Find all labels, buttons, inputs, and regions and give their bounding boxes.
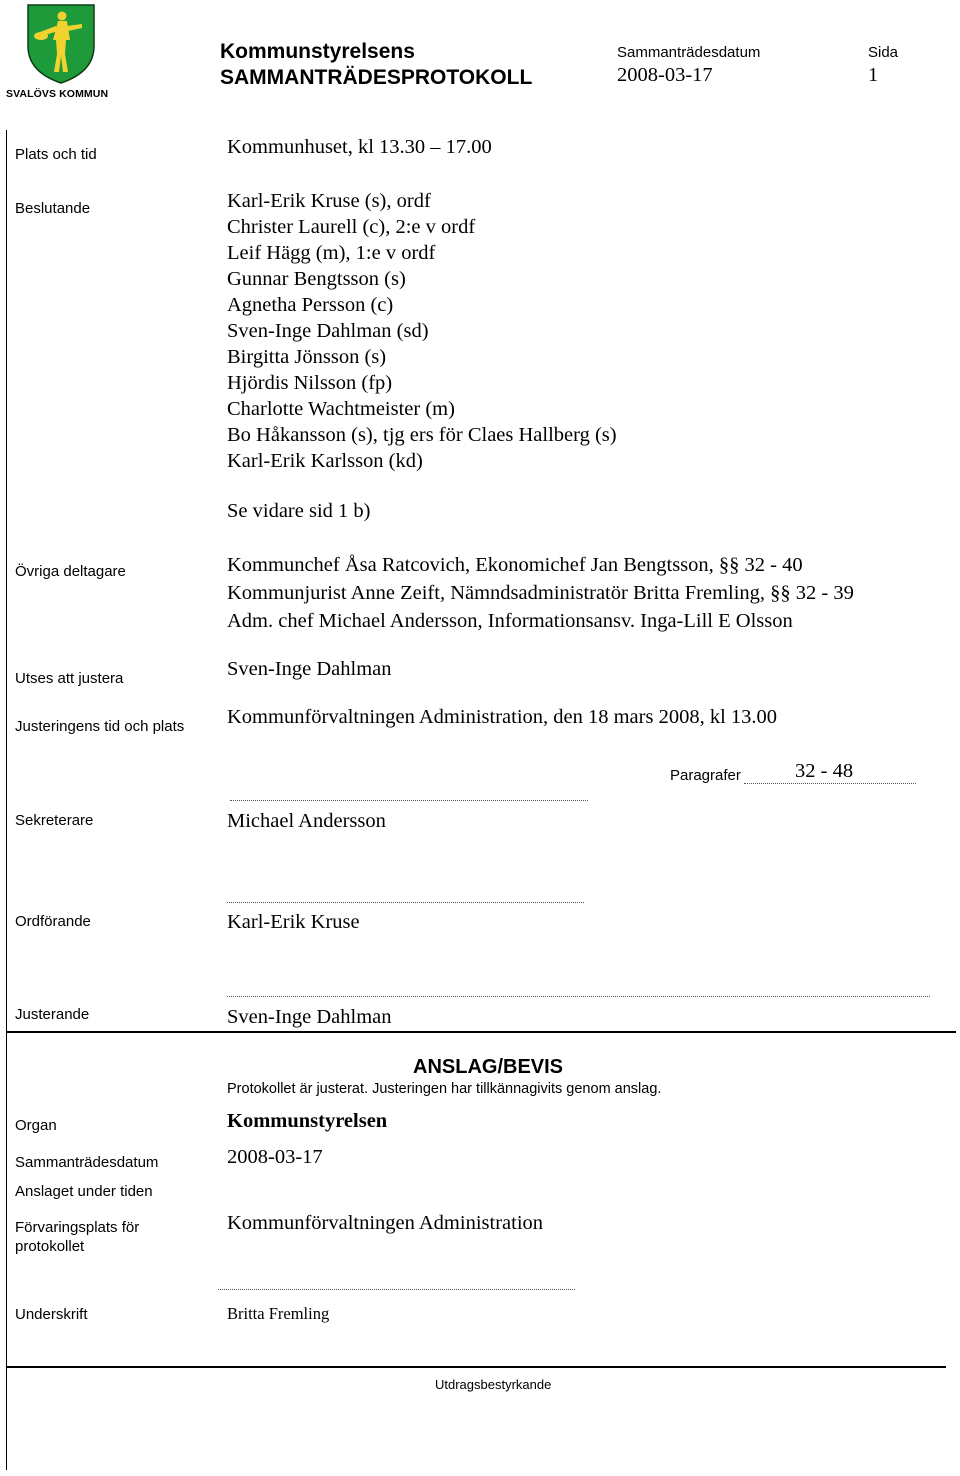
coat-of-arms-icon (6, 2, 114, 86)
document-title-line1: Kommunstyrelsens (220, 40, 415, 63)
list-item: Agnetha Persson (c) (227, 294, 394, 316)
place-value: Kommunhuset, kl 13.30 – 17.00 (227, 136, 492, 158)
notice-title: ANSLAG/BEVIS (413, 1056, 564, 1078)
decision-makers-list (227, 188, 617, 474)
signature-label: Underskrift (15, 1306, 88, 1323)
organ-value: Kommunstyrelsen (227, 1110, 388, 1132)
extract-label: Utdragsbestyrkande (435, 1377, 552, 1392)
list-item: Kommunchef Åsa Ratcovich, Ekonomichef Jan Bengtsson, §§ 32 - 40 (227, 554, 803, 576)
adjust-time-value: Kommunförvaltningen Administration, den 18 mars 2008, kl 13.00 (227, 706, 778, 728)
header-page-label: Sida (868, 44, 899, 61)
secretary-name: Michael Andersson (227, 810, 386, 832)
place-label: Plats och tid (15, 146, 97, 163)
adjuster-value: Sven-Inge Dahlman (227, 658, 392, 680)
storage-value: Kommunförvaltningen Administration (227, 1212, 544, 1234)
header-date-value: 2008-03-17 (617, 64, 713, 86)
list-item: Charlotte Wachtmeister (m) (227, 398, 455, 420)
header-date-label: Sammanträdesdatum (617, 44, 761, 61)
chair-signature-line (227, 902, 584, 903)
others-label: Övriga deltagare (15, 563, 126, 580)
period-label: Anslaget under tiden (15, 1183, 153, 1200)
notice-text: Protokollet är justerat. Justeringen har tillkännagivits genom anslag. (227, 1081, 662, 1097)
secretary-label: Sekreterare (15, 812, 94, 829)
left-border (6, 130, 7, 1470)
notice-signature-line (218, 1289, 575, 1290)
document-title-line2: SAMMANTRÄDESPROTOKOLL (220, 66, 533, 89)
signature-name: Britta Fremling (227, 1304, 330, 1323)
other-participants-list (227, 551, 854, 635)
adjuster-label: Utses att justera (15, 670, 124, 687)
section-divider (6, 1031, 956, 1033)
organ-label: Organ (15, 1117, 57, 1134)
notice-date-value: 2008-03-17 (227, 1146, 323, 1168)
chair-label: Ordförande (15, 913, 91, 930)
paragraphs-label: Paragrafer (670, 767, 741, 784)
footer-divider (6, 1366, 946, 1368)
paragraphs-value: 32 - 48 (795, 760, 854, 782)
list-item: Leif Hägg (m), 1:e v ordf (227, 242, 436, 264)
storage-label-1: Förvaringsplats för (15, 1219, 140, 1236)
list-item: Kommunjurist Anne Zeift, Nämndsadministratör Britta Fremling, §§ 32 - 39 (227, 582, 854, 604)
secretary-signature-line (230, 800, 588, 801)
storage-label-2: protokollet (15, 1238, 85, 1255)
see-more-note: Se vidare sid 1 b) (227, 500, 371, 522)
adjust-time-label: Justeringens tid och plats (15, 718, 185, 735)
list-item: Bo Håkansson (s), tjg ers för Claes Hallberg (s) (227, 424, 617, 446)
adjusting-label: Justerande (15, 1006, 90, 1023)
municipality-logo (6, 2, 114, 100)
adjusting-signature-line (227, 996, 930, 997)
list-item: Adm. chef Michael Andersson, Informationsansv. Inga-Lill E Olsson (227, 610, 793, 632)
list-item: Birgitta Jönsson (s) (227, 346, 387, 368)
list-item: Karl-Erik Karlsson (kd) (227, 450, 423, 472)
list-item: Sven-Inge Dahlman (sd) (227, 320, 429, 342)
paragraphs-dotted-line (744, 783, 916, 784)
adjusting-name: Sven-Inge Dahlman (227, 1006, 392, 1028)
decision-label: Beslutande (15, 200, 91, 217)
logo-text: SVALÖVS KOMMUN (6, 88, 109, 100)
list-item: Karl-Erik Kruse (s), ordf (227, 190, 431, 212)
header-page-value: 1 (868, 64, 879, 86)
notice-date-label: Sammanträdesdatum (15, 1154, 159, 1171)
chair-name: Karl-Erik Kruse (227, 911, 360, 933)
list-item: Hjördis Nilsson (fp) (227, 372, 393, 394)
list-item: Gunnar Bengtsson (s) (227, 268, 406, 290)
list-item: Christer Laurell (c), 2:e v ordf (227, 216, 476, 238)
